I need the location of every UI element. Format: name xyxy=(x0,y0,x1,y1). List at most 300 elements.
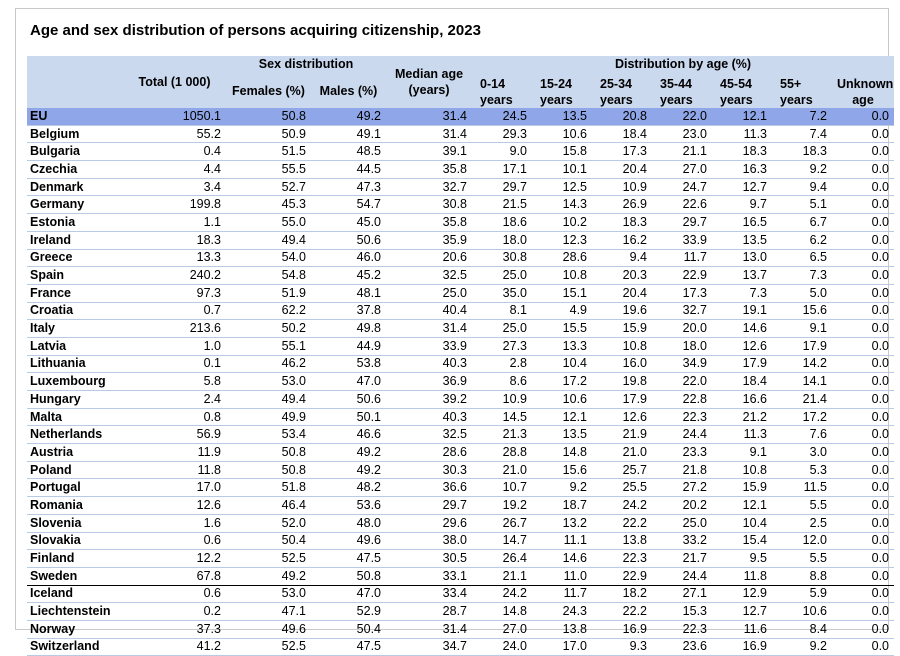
cell-age-45-54: 12.9 xyxy=(742,586,768,601)
cell-age-15-24: 17.0 xyxy=(562,639,588,654)
cell-age-45-54: 13.0 xyxy=(742,250,768,265)
cell-age-unknown: 0.0 xyxy=(832,108,894,125)
cell-females: 50.9 xyxy=(281,126,306,141)
cell-age-45-54: 15.4 xyxy=(742,533,768,548)
cell-age-0-14: 30.8 xyxy=(502,250,528,265)
cell-age-15-24: 14.8 xyxy=(562,444,588,459)
header-total: Total (1 000) xyxy=(123,56,226,108)
cell-males: 50.6 xyxy=(356,232,382,247)
cell-age-25-34: 22.9 xyxy=(622,568,648,583)
cell-age-35-44: 15.3 xyxy=(682,604,708,619)
cell-males: 54.7 xyxy=(356,197,382,212)
cell-age-15-24: 12.1 xyxy=(562,409,588,424)
cell-age-0-14: 19.2 xyxy=(502,497,528,512)
cell-age-0-14: 27.0 xyxy=(502,621,528,636)
cell-country: Croatia xyxy=(30,303,74,318)
cell-age-0-14: 29.3 xyxy=(502,126,528,141)
cell-age-35-44: 27.0 xyxy=(682,161,708,176)
cell-males: 44.9 xyxy=(356,338,382,353)
cell-age-55-plus: 6.5 xyxy=(809,250,828,265)
cell-total: 213.6 xyxy=(189,321,221,336)
cell-age-55-plus: 5.0 xyxy=(809,285,828,300)
cell-age-45-54: 10.4 xyxy=(742,515,768,530)
cell-median-age: 35.8 xyxy=(442,214,468,229)
cell-age-0-14: 10.9 xyxy=(502,391,528,406)
cell-age-25-34: 20.4 xyxy=(622,285,648,300)
cell-age-35-44: 20.0 xyxy=(682,321,708,336)
cell-age-15-24: 11.7 xyxy=(563,586,588,601)
cell-females: 49.4 xyxy=(281,232,306,247)
cell-total: 0.4 xyxy=(203,144,221,159)
cell-females: 46.4 xyxy=(281,497,306,512)
cell-age-35-44: 22.0 xyxy=(652,108,712,125)
table-row xyxy=(27,550,894,568)
cell-age-0-14: 9.0 xyxy=(509,144,528,159)
cell-females: 55.0 xyxy=(281,214,306,229)
cell-age-45-54: 16.5 xyxy=(742,214,768,229)
cell-total: 41.2 xyxy=(196,639,221,654)
header-country xyxy=(27,56,123,74)
cell-median-age: 31.4 xyxy=(386,108,472,125)
cell-males: 44.5 xyxy=(356,161,382,176)
cell-age-unknown: 0.0 xyxy=(871,303,890,318)
cell-age-25-34: 18.4 xyxy=(622,126,648,141)
cell-age-25-34: 20.4 xyxy=(622,161,648,176)
cell-age-35-44: 24.4 xyxy=(682,568,708,583)
cell-median-age: 30.5 xyxy=(442,551,468,566)
header-age-45-54: 45-54 years xyxy=(712,74,772,108)
table-row xyxy=(27,320,894,338)
cell-age-15-24: 13.8 xyxy=(562,621,588,636)
table-row xyxy=(27,479,894,497)
cell-males: 49.1 xyxy=(356,126,382,141)
cell-age-0-14: 26.4 xyxy=(502,551,528,566)
header-age-55-plus: 55+ years xyxy=(772,74,832,108)
cell-females: 55.5 xyxy=(281,161,306,176)
cell-age-45-54: 21.2 xyxy=(742,409,768,424)
cell-age-unknown: 0.0 xyxy=(871,462,890,477)
cell-median-age: 36.6 xyxy=(442,480,468,495)
cell-age-15-24: 10.6 xyxy=(562,391,588,406)
cell-total: 0.8 xyxy=(203,409,221,424)
cell-age-55-plus: 9.1 xyxy=(809,321,828,336)
cell-females: 62.2 xyxy=(281,303,306,318)
cell-age-35-44: 33.2 xyxy=(682,533,708,548)
cell-age-55-plus: 5.5 xyxy=(809,551,828,566)
cell-males: 49.2 xyxy=(356,462,382,477)
cell-females: 54.8 xyxy=(281,268,306,283)
cell-country: Bulgaria xyxy=(30,144,81,159)
cell-age-15-24: 11.0 xyxy=(563,568,588,583)
cell-age-0-14: 14.7 xyxy=(502,533,528,548)
header-age-group: Distribution by age (%) xyxy=(472,56,894,74)
cell-age-0-14: 26.7 xyxy=(502,515,528,530)
cell-age-25-34: 24.2 xyxy=(622,497,648,512)
cell-country: Norway xyxy=(30,621,76,636)
table-row xyxy=(27,620,894,638)
cell-males: 47.5 xyxy=(356,551,382,566)
cell-males: 50.8 xyxy=(356,568,382,583)
cell-median-age: 30.8 xyxy=(442,197,468,212)
table-row xyxy=(27,214,894,232)
cell-age-25-34: 16.2 xyxy=(622,232,648,247)
cell-age-25-34: 9.3 xyxy=(629,639,648,654)
cell-total: 1.0 xyxy=(203,338,221,353)
cell-age-55-plus: 7.2 xyxy=(772,108,832,125)
header-age-0-14: 0-14 years xyxy=(472,74,532,108)
cell-age-0-14: 35.0 xyxy=(502,285,528,300)
cell-age-25-34: 22.2 xyxy=(622,515,648,530)
cell-females: 52.0 xyxy=(281,515,306,530)
cell-age-unknown: 0.0 xyxy=(871,621,890,636)
cell-males: 37.8 xyxy=(356,303,382,318)
cell-age-15-24: 11.1 xyxy=(563,533,588,548)
cell-age-25-34: 12.6 xyxy=(622,409,648,424)
cell-age-35-44: 22.6 xyxy=(682,197,708,212)
cell-age-45-54: 12.1 xyxy=(712,108,772,125)
cell-females: 49.4 xyxy=(281,391,306,406)
cell-females: 49.9 xyxy=(281,409,306,424)
table-row xyxy=(27,267,894,285)
cell-males: 45.0 xyxy=(356,214,382,229)
cell-females: 47.1 xyxy=(281,604,306,619)
cell-age-25-34: 18.3 xyxy=(622,214,648,229)
cell-age-35-44: 23.3 xyxy=(682,444,708,459)
cell-age-35-44: 23.6 xyxy=(682,639,708,654)
cell-country: Slovenia xyxy=(30,515,82,530)
table-row xyxy=(27,514,894,532)
cell-median-age: 31.4 xyxy=(442,321,468,336)
cell-females: 50.4 xyxy=(281,533,306,548)
table-row xyxy=(27,373,894,391)
cell-median-age: 30.3 xyxy=(442,462,468,477)
cell-males: 47.0 xyxy=(356,374,382,389)
cell-age-35-44: 23.0 xyxy=(682,126,708,141)
cell-females: 51.9 xyxy=(281,285,306,300)
cell-country: Spain xyxy=(30,268,65,283)
cell-age-0-14: 8.6 xyxy=(509,374,528,389)
cell-age-35-44: 27.1 xyxy=(682,586,708,601)
cell-age-25-34: 17.9 xyxy=(622,391,648,406)
cell-males: 48.5 xyxy=(356,144,382,159)
cell-age-15-24: 15.1 xyxy=(562,285,588,300)
table-row xyxy=(27,497,894,515)
cell-males: 46.6 xyxy=(356,427,382,442)
cell-age-25-34: 26.9 xyxy=(622,197,648,212)
cell-median-age: 31.4 xyxy=(442,126,468,141)
cell-country: Luxembourg xyxy=(30,374,106,389)
cell-males: 53.8 xyxy=(356,356,382,371)
cell-age-15-24: 13.5 xyxy=(532,108,592,125)
cell-total: 18.3 xyxy=(196,232,221,247)
cell-median-age: 31.4 xyxy=(442,621,468,636)
cell-country: Belgium xyxy=(30,126,80,141)
cell-median-age: 35.9 xyxy=(442,232,468,247)
cell-total: 0.7 xyxy=(203,303,221,318)
cell-median-age: 40.3 xyxy=(442,409,468,424)
cell-age-0-14: 8.1 xyxy=(509,303,528,318)
cell-total: 0.2 xyxy=(203,604,221,619)
cell-age-25-34: 20.8 xyxy=(592,108,652,125)
cell-age-15-24: 13.2 xyxy=(562,515,588,530)
cell-females: 49.2 xyxy=(281,568,306,583)
cell-females: 50.8 xyxy=(281,444,306,459)
header-median-age: Median age (years) xyxy=(386,56,472,108)
cell-age-15-24: 9.2 xyxy=(569,480,588,495)
cell-country: Liechtenstein xyxy=(30,604,111,619)
cell-age-unknown: 0.0 xyxy=(871,480,890,495)
cell-males: 48.2 xyxy=(356,480,382,495)
cell-age-15-24: 14.3 xyxy=(562,197,588,212)
cell-age-35-44: 27.2 xyxy=(682,480,708,495)
cell-age-15-24: 13.5 xyxy=(562,427,588,442)
cell-age-45-54: 12.6 xyxy=(742,338,768,353)
cell-females: 50.8 xyxy=(281,462,306,477)
cell-age-55-plus: 5.9 xyxy=(809,586,828,601)
cell-age-0-14: 18.0 xyxy=(502,232,528,247)
cell-age-55-plus: 9.2 xyxy=(809,639,828,654)
cell-age-45-54: 9.1 xyxy=(749,444,768,459)
cell-age-unknown: 0.0 xyxy=(871,321,890,336)
cell-males: 50.6 xyxy=(356,391,382,406)
header-males: Males (%) xyxy=(311,74,386,108)
citizenship-table xyxy=(27,56,894,656)
cell-total: 240.2 xyxy=(189,268,221,283)
cell-age-25-34: 9.4 xyxy=(629,250,648,265)
cell-females: 50.2 xyxy=(281,321,306,336)
cell-age-25-34: 21.9 xyxy=(622,427,648,442)
table-row xyxy=(27,585,894,603)
cell-age-35-44: 22.0 xyxy=(682,374,708,389)
cell-age-15-24: 10.1 xyxy=(562,161,588,176)
cell-females: 52.5 xyxy=(281,639,306,654)
table-row xyxy=(27,143,894,161)
cell-age-45-54: 12.1 xyxy=(742,497,768,512)
cell-country: Malta xyxy=(30,409,62,424)
cell-age-unknown: 0.0 xyxy=(871,586,890,601)
cell-age-15-24: 10.8 xyxy=(562,268,588,283)
cell-age-25-34: 20.3 xyxy=(622,268,648,283)
cell-age-15-24: 15.8 xyxy=(562,144,588,159)
cell-age-35-44: 17.3 xyxy=(682,285,708,300)
cell-median-age: 25.0 xyxy=(442,285,468,300)
cell-age-55-plus: 7.4 xyxy=(809,126,828,141)
table-row xyxy=(27,567,894,585)
cell-females: 49.6 xyxy=(281,621,306,636)
cell-age-15-24: 12.5 xyxy=(562,179,588,194)
cell-age-0-14: 21.3 xyxy=(502,427,528,442)
cell-age-0-14: 24.2 xyxy=(502,586,528,601)
cell-age-25-34: 13.8 xyxy=(622,533,648,548)
cell-age-45-54: 11.3 xyxy=(743,126,768,141)
cell-age-15-24: 14.6 xyxy=(562,551,588,566)
cell-age-35-44: 24.7 xyxy=(682,179,708,194)
cell-total: 4.4 xyxy=(203,161,221,176)
cell-age-unknown: 0.0 xyxy=(871,533,890,548)
cell-females: 45.3 xyxy=(281,197,306,212)
cell-age-0-14: 2.8 xyxy=(509,356,528,371)
cell-country: Germany xyxy=(30,197,85,212)
table-row-eu xyxy=(27,108,894,125)
cell-total: 1.1 xyxy=(203,214,221,229)
cell-country: Portugal xyxy=(30,480,81,495)
cell-age-15-24: 13.3 xyxy=(562,338,588,353)
table-row xyxy=(27,355,894,373)
cell-age-25-34: 21.0 xyxy=(622,444,648,459)
cell-age-unknown: 0.0 xyxy=(871,232,890,247)
table-row xyxy=(27,231,894,249)
cell-age-0-14: 18.6 xyxy=(502,214,528,229)
cell-age-35-44: 21.8 xyxy=(682,462,708,477)
cell-age-unknown: 0.0 xyxy=(871,604,890,619)
cell-median-age: 29.7 xyxy=(442,497,468,512)
cell-age-0-14: 24.5 xyxy=(472,108,532,125)
cell-age-55-plus: 18.3 xyxy=(802,144,828,159)
table-row xyxy=(27,178,894,196)
cell-age-55-plus: 5.3 xyxy=(809,462,828,477)
cell-total: 0.6 xyxy=(203,533,221,548)
table-row xyxy=(27,249,894,267)
cell-age-0-14: 14.5 xyxy=(502,409,528,424)
cell-age-35-44: 33.9 xyxy=(682,232,708,247)
cell-age-25-34: 25.7 xyxy=(622,462,648,477)
cell-median-age: 39.2 xyxy=(442,391,468,406)
cell-age-55-plus: 14.2 xyxy=(802,356,828,371)
cell-age-35-44: 22.9 xyxy=(682,268,708,283)
cell-age-15-24: 10.2 xyxy=(562,214,588,229)
cell-total: 5.8 xyxy=(203,374,221,389)
cell-males: 47.5 xyxy=(356,639,382,654)
cell-females: 53.0 xyxy=(281,374,306,389)
cell-age-55-plus: 2.5 xyxy=(809,515,828,530)
cell-age-25-34: 17.3 xyxy=(622,144,648,159)
cell-median-age: 33.1 xyxy=(442,568,468,583)
cell-age-unknown: 0.0 xyxy=(871,639,890,654)
cell-country: Lithuania xyxy=(30,356,86,371)
cell-age-45-54: 14.6 xyxy=(742,321,768,336)
header-females: Females (%) xyxy=(226,74,311,108)
cell-median-age: 28.7 xyxy=(442,604,468,619)
cell-age-55-plus: 21.4 xyxy=(802,391,828,406)
cell-age-0-14: 17.1 xyxy=(502,161,528,176)
table-row xyxy=(27,196,894,214)
cell-age-25-34: 25.5 xyxy=(622,480,648,495)
table-body xyxy=(27,108,894,656)
cell-country: Iceland xyxy=(30,586,74,601)
cell-country: France xyxy=(30,285,71,300)
cell-country: Sweden xyxy=(30,568,78,583)
cell-age-55-plus: 7.6 xyxy=(809,427,828,442)
cell-total: 11.8 xyxy=(197,462,221,477)
cell-total: 37.3 xyxy=(196,621,221,636)
cell-age-15-24: 17.2 xyxy=(562,374,588,389)
cell-age-55-plus: 9.4 xyxy=(809,179,828,194)
cell-age-45-54: 18.4 xyxy=(742,374,768,389)
cell-country: Estonia xyxy=(30,214,76,229)
cell-age-0-14: 21.0 xyxy=(502,462,528,477)
cell-males: 47.3 xyxy=(356,179,382,194)
cell-median-age: 36.9 xyxy=(442,374,468,389)
cell-age-45-54: 16.3 xyxy=(742,161,768,176)
cell-age-0-14: 25.0 xyxy=(502,321,528,336)
cell-age-unknown: 0.0 xyxy=(871,126,890,141)
cell-males: 47.0 xyxy=(356,586,382,601)
cell-age-45-54: 9.7 xyxy=(749,197,768,212)
cell-males: 53.6 xyxy=(356,497,382,512)
cell-total: 11.9 xyxy=(197,444,221,459)
cell-country: Italy xyxy=(30,321,56,336)
cell-age-35-44: 22.3 xyxy=(682,409,708,424)
cell-age-55-plus: 5.5 xyxy=(809,497,828,512)
cell-age-55-plus: 12.0 xyxy=(802,533,828,548)
header-age-35-44: 35-44 years xyxy=(652,74,712,108)
cell-total: 17.0 xyxy=(196,480,221,495)
cell-females: 52.5 xyxy=(281,551,306,566)
cell-age-25-34: 10.8 xyxy=(622,338,648,353)
cell-median-age: 39.1 xyxy=(442,144,468,159)
cell-age-0-14: 10.7 xyxy=(502,480,528,495)
cell-age-45-54: 17.9 xyxy=(742,356,768,371)
cell-age-45-54: 9.5 xyxy=(749,551,768,566)
cell-age-55-plus: 17.2 xyxy=(802,409,828,424)
cell-age-15-24: 12.3 xyxy=(562,232,588,247)
cell-median-age: 33.4 xyxy=(442,586,468,601)
cell-age-unknown: 0.0 xyxy=(871,497,890,512)
cell-age-15-24: 10.4 xyxy=(562,356,588,371)
cell-age-35-44: 21.1 xyxy=(682,144,708,159)
cell-males: 49.6 xyxy=(356,533,382,548)
cell-median-age: 40.3 xyxy=(442,356,468,371)
cell-total: 13.3 xyxy=(196,250,221,265)
header-age-unknown: Unknown age xyxy=(832,74,894,108)
cell-total: 2.4 xyxy=(203,391,221,406)
cell-age-unknown: 0.0 xyxy=(871,161,890,176)
cell-median-age: 33.9 xyxy=(442,338,468,353)
cell-age-15-24: 28.6 xyxy=(562,250,588,265)
cell-age-55-plus: 9.2 xyxy=(809,161,828,176)
cell-males: 45.2 xyxy=(356,268,382,283)
cell-age-55-plus: 17.9 xyxy=(802,338,828,353)
cell-males: 48.1 xyxy=(356,285,382,300)
cell-total: 56.9 xyxy=(196,427,221,442)
cell-age-unknown: 0.0 xyxy=(871,356,890,371)
cell-country: Ireland xyxy=(30,232,71,247)
cell-age-45-54: 12.7 xyxy=(742,179,768,194)
cell-total: 67.8 xyxy=(196,568,221,583)
table-row xyxy=(27,426,894,444)
cell-age-35-44: 25.0 xyxy=(682,515,708,530)
cell-males: 50.1 xyxy=(356,409,382,424)
table-row xyxy=(27,284,894,302)
cell-age-45-54: 7.3 xyxy=(749,285,768,300)
cell-age-0-14: 29.7 xyxy=(502,179,528,194)
header-country-blank xyxy=(27,74,123,108)
cell-age-unknown: 0.0 xyxy=(871,144,890,159)
cell-age-unknown: 0.0 xyxy=(871,568,890,583)
cell-age-35-44: 29.7 xyxy=(682,214,708,229)
table-row xyxy=(27,125,894,143)
cell-total: 97.3 xyxy=(196,285,221,300)
cell-country: Czechia xyxy=(30,161,78,176)
cell-median-age: 32.5 xyxy=(442,427,468,442)
cell-age-55-plus: 6.7 xyxy=(809,214,828,229)
cell-age-35-44: 34.9 xyxy=(682,356,708,371)
cell-age-15-24: 15.6 xyxy=(562,462,588,477)
cell-age-55-plus: 5.1 xyxy=(809,197,828,212)
cell-age-35-44: 21.7 xyxy=(682,551,708,566)
cell-age-0-14: 21.1 xyxy=(502,568,528,583)
cell-males: 48.0 xyxy=(356,515,382,530)
